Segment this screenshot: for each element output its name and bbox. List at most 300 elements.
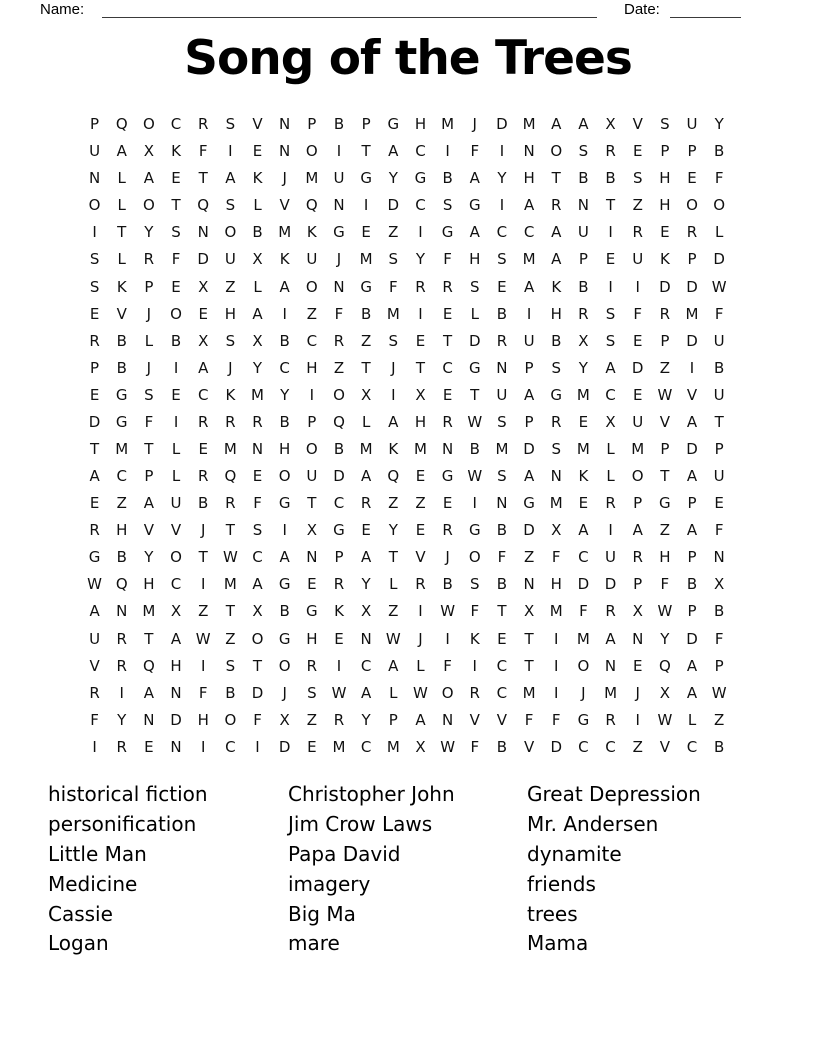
- grid-letter: S: [89, 277, 100, 296]
- grid-letter: A: [686, 521, 698, 540]
- grid-letter: Y: [497, 169, 507, 188]
- grid-letter: G: [115, 412, 128, 431]
- word-list-column: [527, 780, 701, 959]
- grid-letter: S: [470, 277, 480, 296]
- grid-letter: B: [116, 358, 127, 377]
- grid-letter: D: [686, 629, 698, 648]
- grid-letter: A: [686, 467, 698, 486]
- grid-letter: X: [361, 602, 372, 621]
- grid-letter: Z: [361, 331, 372, 350]
- grid-letter: F: [497, 548, 507, 567]
- grid-letter: V: [632, 115, 643, 134]
- word-list-item: mare: [288, 931, 340, 956]
- grid-letter: C: [496, 683, 508, 702]
- grid-letter: R: [442, 412, 453, 431]
- grid-letter: A: [388, 656, 399, 675]
- grid-letter: Y: [388, 521, 398, 540]
- grid-letter: T: [117, 223, 127, 242]
- grid-letter: J: [581, 683, 586, 702]
- grid-letter: M: [576, 629, 590, 648]
- grid-letter: F: [714, 169, 724, 188]
- grid-letter: I: [200, 656, 206, 675]
- grid-letter: L: [253, 277, 262, 296]
- grid-letter: E: [578, 412, 589, 431]
- grid-letter: D: [686, 331, 698, 350]
- grid-letter: E: [144, 737, 154, 756]
- grid-letter: G: [441, 223, 454, 242]
- grid-letter: B: [252, 223, 263, 242]
- grid-letter: R: [605, 710, 616, 729]
- grid-letter: T: [415, 358, 426, 377]
- grid-letter: R: [89, 683, 100, 702]
- grid-letter: B: [496, 575, 508, 594]
- grid-letter: W: [385, 629, 401, 648]
- grid-letter: S: [225, 196, 236, 215]
- grid-letter: P: [578, 250, 588, 269]
- page-title: Song of the Trees: [184, 31, 632, 86]
- grid-letter: R: [686, 223, 698, 242]
- grid-letter: I: [336, 656, 342, 675]
- grid-letter: C: [279, 358, 290, 377]
- grid-letter: S: [388, 331, 399, 350]
- grid-letter: E: [497, 629, 507, 648]
- grid-letter: A: [632, 521, 643, 540]
- grid-letter: A: [388, 412, 399, 431]
- grid-letter: Q: [142, 656, 155, 675]
- grid-letter: E: [89, 385, 100, 404]
- grid-letter: N: [170, 737, 182, 756]
- grid-letter: I: [200, 737, 206, 756]
- grid-letter: O: [88, 196, 101, 215]
- grid-letter: I: [282, 304, 287, 323]
- grid-letter: X: [605, 412, 616, 431]
- grid-letter: X: [198, 331, 209, 350]
- word-list-item: Mama: [527, 931, 589, 956]
- grid-letter: N: [333, 196, 345, 215]
- grid-letter: T: [171, 196, 181, 215]
- grid-letter: D: [523, 521, 535, 540]
- grid-letter: R: [143, 250, 155, 269]
- grid-letter: N: [604, 656, 617, 675]
- grid-letter: T: [144, 439, 154, 458]
- grid-letter: W: [657, 710, 673, 729]
- grid-letter: E: [578, 494, 589, 513]
- date-blank-line: [670, 17, 741, 18]
- grid-letter: O: [577, 656, 590, 675]
- grid-letter: L: [389, 575, 398, 594]
- grid-letter: X: [306, 521, 317, 540]
- grid-letter: J: [282, 683, 287, 702]
- grid-letter: M: [522, 683, 536, 702]
- grid-letter: G: [278, 575, 291, 594]
- grid-letter: W: [467, 412, 483, 431]
- grid-letter: N: [251, 439, 264, 458]
- grid-letter: P: [714, 656, 724, 675]
- grid-letter: W: [195, 629, 211, 648]
- grid-letter: D: [577, 575, 590, 594]
- grid-letter: P: [307, 412, 317, 431]
- grid-letter: N: [360, 629, 372, 648]
- grid-letter: Z: [659, 358, 670, 377]
- grid-letter: H: [469, 250, 481, 269]
- grid-letter: H: [224, 304, 236, 323]
- grid-letter: T: [714, 412, 724, 431]
- grid-letter: K: [171, 142, 181, 161]
- grid-letter: Z: [333, 358, 345, 377]
- grid-letter: X: [578, 331, 589, 350]
- grid-letter: L: [171, 439, 181, 458]
- date-label: Date:: [624, 1, 660, 18]
- grid-letter: B: [333, 115, 345, 134]
- grid-letter: S: [497, 412, 507, 431]
- grid-letter: T: [198, 548, 208, 567]
- grid-letter: P: [90, 115, 100, 134]
- grid-letter: N: [441, 439, 454, 458]
- grid-letter: W: [87, 575, 102, 594]
- grid-letter: N: [170, 683, 182, 702]
- grid-letter: M: [223, 575, 237, 594]
- name-blank-line: [102, 17, 597, 18]
- grid-letter: O: [550, 142, 563, 161]
- grid-letter: D: [686, 277, 698, 296]
- grid-letter: W: [711, 683, 727, 702]
- grid-letter: J: [282, 169, 287, 188]
- grid-letter: E: [632, 385, 643, 404]
- grid-letter: F: [633, 304, 643, 323]
- grid-letter: R: [116, 737, 127, 756]
- grid-letter: M: [631, 439, 645, 458]
- grid-letter: H: [279, 439, 291, 458]
- grid-letter: U: [713, 467, 725, 486]
- grid-letter: A: [252, 575, 263, 594]
- grid-letter: M: [386, 737, 400, 756]
- grid-letter: F: [660, 575, 670, 594]
- grid-letter: T: [605, 196, 616, 215]
- grid-letter: K: [306, 223, 317, 242]
- grid-letter: C: [578, 548, 589, 567]
- grid-letter: Z: [306, 710, 317, 729]
- word-list-item: personification: [48, 811, 197, 836]
- grid-letter: R: [225, 412, 236, 431]
- grid-letter: S: [660, 115, 670, 134]
- grid-letter: M: [278, 223, 292, 242]
- grid-letter: R: [605, 494, 616, 513]
- grid-letter: R: [442, 277, 453, 296]
- grid-letter: W: [467, 467, 483, 486]
- grid-letter: E: [252, 142, 263, 161]
- grid-letter: N: [116, 602, 128, 621]
- grid-letter: F: [443, 656, 452, 675]
- grid-letter: F: [579, 602, 588, 621]
- grid-letter: Q: [387, 467, 400, 486]
- word-list-item: Medicine: [48, 871, 138, 896]
- grid-letter: B: [279, 412, 290, 431]
- grid-letter: P: [687, 602, 697, 621]
- grid-letter: Q: [333, 412, 345, 431]
- grid-letter: B: [714, 358, 725, 377]
- grid-letter: F: [714, 521, 724, 540]
- grid-letter: S: [225, 656, 236, 675]
- grid-letter: R: [442, 521, 453, 540]
- grid-letter: Q: [305, 196, 318, 215]
- word-list-item: dynamite: [527, 841, 622, 866]
- grid-letter: F: [470, 737, 480, 756]
- grid-letter: M: [115, 439, 129, 458]
- grid-letter: B: [714, 737, 725, 756]
- grid-letter: P: [633, 494, 643, 513]
- grid-letter: Z: [225, 277, 236, 296]
- grid-letter: U: [632, 250, 644, 269]
- grid-letter: E: [171, 385, 181, 404]
- grid-letter: W: [440, 602, 456, 621]
- word-list-item: friends: [527, 871, 596, 896]
- grid-letter: K: [334, 602, 344, 621]
- grid-letter: N: [306, 548, 318, 567]
- grid-letter: M: [413, 439, 427, 458]
- grid-letter: P: [660, 331, 670, 350]
- grid-letter: J: [336, 250, 342, 269]
- grid-letter: V: [143, 521, 155, 540]
- grid-letter: D: [523, 439, 535, 458]
- grid-letter: R: [89, 521, 100, 540]
- grid-letter: X: [279, 710, 290, 729]
- grid-letter: X: [632, 602, 643, 621]
- grid-letter: Y: [361, 710, 371, 729]
- grid-letter: R: [197, 467, 209, 486]
- grid-letter: I: [445, 629, 450, 648]
- grid-letter: R: [89, 331, 100, 350]
- grid-letter: D: [468, 331, 481, 350]
- grid-letter: K: [279, 250, 290, 269]
- grid-letter: B: [551, 331, 562, 350]
- grid-letter: I: [92, 737, 97, 756]
- word-list-item: Christopher John: [288, 782, 455, 806]
- grid-letter: T: [225, 521, 235, 540]
- grid-letter: F: [714, 304, 724, 323]
- grid-letter: E: [307, 575, 317, 594]
- grid-letter: R: [116, 656, 127, 675]
- grid-letter: S: [551, 358, 561, 377]
- grid-letter: U: [713, 385, 725, 404]
- grid-letter: I: [119, 683, 124, 702]
- grid-letter: M: [604, 683, 618, 702]
- grid-letter: Z: [388, 494, 399, 513]
- grid-letter: R: [225, 494, 236, 513]
- word-list-item: Jim Crow Laws: [288, 811, 433, 836]
- grid-letter: R: [605, 142, 616, 161]
- grid-letter: A: [686, 683, 698, 702]
- grid-letter: U: [306, 467, 318, 486]
- grid-letter: V: [116, 304, 127, 323]
- grid-letter: I: [309, 385, 315, 404]
- grid-letter: H: [143, 575, 155, 594]
- word-list-item: imagery: [288, 871, 371, 896]
- grid-letter: M: [522, 115, 536, 134]
- grid-letter: M: [495, 439, 509, 458]
- grid-letter: A: [686, 656, 698, 675]
- grid-letter: E: [415, 521, 426, 540]
- grid-letter: R: [659, 304, 671, 323]
- grid-letter: R: [551, 196, 562, 215]
- grid-letter: L: [117, 196, 126, 215]
- grid-letter: X: [361, 385, 372, 404]
- grid-letter: B: [116, 331, 127, 350]
- grid-letter: N: [550, 467, 562, 486]
- grid-letter: K: [388, 439, 399, 458]
- grid-letter: I: [445, 142, 450, 161]
- grid-letter: P: [660, 439, 670, 458]
- grid-letter: Z: [388, 223, 399, 242]
- grid-letter: D: [550, 737, 563, 756]
- grid-letter: M: [305, 169, 319, 188]
- grid-letter: B: [442, 575, 453, 594]
- grid-letter: S: [225, 115, 236, 134]
- grid-letter: M: [576, 385, 590, 404]
- grid-letter: A: [388, 142, 399, 161]
- grid-letter: I: [92, 223, 97, 242]
- grid-letter: X: [659, 683, 670, 702]
- grid-letter: E: [89, 304, 100, 323]
- grid-letter: S: [388, 250, 399, 269]
- grid-letter: E: [415, 467, 426, 486]
- grid-letter: E: [660, 223, 670, 242]
- grid-letter: P: [524, 358, 534, 377]
- grid-letter: A: [605, 629, 616, 648]
- grid-letter: K: [659, 250, 670, 269]
- grid-letter: J: [635, 683, 640, 702]
- grid-letter: C: [442, 358, 453, 377]
- grid-letter: A: [143, 683, 155, 702]
- grid-letter: I: [554, 629, 559, 648]
- grid-letter: B: [714, 142, 725, 161]
- grid-letter: N: [197, 223, 209, 242]
- grid-letter: T: [252, 656, 263, 675]
- grid-letter: A: [415, 710, 426, 729]
- grid-letter: O: [333, 385, 345, 404]
- grid-letter: S: [632, 169, 643, 188]
- grid-letter: A: [551, 115, 562, 134]
- grid-letter: X: [523, 602, 535, 621]
- grid-letter: W: [331, 683, 347, 702]
- grid-letter: F: [253, 710, 262, 729]
- grid-letter: T: [307, 494, 317, 513]
- grid-letter: R: [415, 575, 426, 594]
- grid-letter: R: [116, 629, 127, 648]
- grid-letter: P: [687, 548, 697, 567]
- grid-letter: D: [713, 250, 725, 269]
- grid-letter: X: [605, 115, 616, 134]
- grid-letter: C: [415, 196, 426, 215]
- grid-letter: N: [577, 196, 589, 215]
- grid-letter: O: [631, 467, 644, 486]
- grid-letter: A: [578, 115, 589, 134]
- grid-letter: N: [523, 575, 535, 594]
- grid-letter: Q: [658, 656, 671, 675]
- grid-letter: Y: [660, 629, 670, 648]
- grid-letter: A: [89, 467, 100, 486]
- grid-letter: K: [578, 467, 589, 486]
- grid-letter: N: [496, 494, 508, 513]
- grid-letter: S: [144, 385, 154, 404]
- grid-letter: B: [496, 521, 508, 540]
- word-list-item: Little Man: [48, 841, 147, 866]
- grid-letter: S: [442, 196, 453, 215]
- grid-letter: C: [578, 737, 589, 756]
- grid-letter: M: [223, 439, 237, 458]
- grid-letter: E: [361, 223, 371, 242]
- grid-letter: P: [90, 358, 100, 377]
- word-list-item: trees: [527, 901, 578, 926]
- grid-letter: V: [469, 710, 480, 729]
- grid-letter: O: [251, 629, 264, 648]
- grid-letter: S: [605, 304, 616, 323]
- grid-letter: F: [171, 250, 181, 269]
- grid-letter: W: [440, 737, 456, 756]
- grid-letter: E: [89, 494, 100, 513]
- grid-letter: A: [361, 548, 372, 567]
- grid-letter: T: [524, 629, 534, 648]
- grid-letter: X: [551, 521, 562, 540]
- grid-letter: Y: [280, 385, 290, 404]
- grid-letter: A: [523, 467, 535, 486]
- grid-letter: P: [687, 494, 697, 513]
- grid-letter: V: [686, 385, 698, 404]
- grid-letter: I: [173, 358, 179, 377]
- grid-letter: I: [554, 656, 559, 675]
- grid-letter: A: [225, 169, 236, 188]
- grid-letter: G: [360, 277, 372, 296]
- grid-letter: H: [197, 710, 209, 729]
- grid-letter: J: [146, 304, 152, 323]
- grid-letter: F: [388, 277, 398, 296]
- grid-letter: A: [279, 277, 290, 296]
- grid-letter: H: [116, 521, 128, 540]
- grid-letter: T: [198, 169, 208, 188]
- grid-letter: R: [578, 304, 589, 323]
- grid-letter: N: [632, 629, 644, 648]
- grid-letter: S: [171, 223, 181, 242]
- grid-letter: I: [499, 142, 505, 161]
- grid-letter: I: [526, 304, 532, 323]
- grid-letter: E: [334, 629, 344, 648]
- grid-letter: K: [551, 277, 562, 296]
- grid-letter: C: [360, 656, 372, 675]
- grid-letter: C: [523, 223, 535, 242]
- grid-letter: D: [631, 358, 644, 377]
- grid-letter: N: [143, 710, 155, 729]
- grid-letter: B: [496, 304, 508, 323]
- grid-letter: V: [659, 412, 670, 431]
- grid-letter: R: [469, 683, 480, 702]
- grid-letter: A: [361, 683, 372, 702]
- grid-letter: U: [713, 331, 725, 350]
- grid-letter: D: [170, 710, 182, 729]
- grid-letter: U: [632, 412, 644, 431]
- grid-letter: T: [89, 439, 100, 458]
- grid-letter: E: [171, 277, 181, 296]
- grid-letter: S: [578, 142, 589, 161]
- grid-letter: L: [606, 439, 615, 458]
- grid-letter: L: [117, 169, 126, 188]
- grid-letter: D: [604, 575, 617, 594]
- grid-letter: A: [469, 169, 480, 188]
- grid-letter: A: [523, 277, 535, 296]
- grid-letter: K: [252, 169, 263, 188]
- grid-letter: O: [305, 439, 318, 458]
- grid-letter: I: [499, 196, 505, 215]
- grid-letter: B: [442, 169, 453, 188]
- grid-letter: R: [632, 223, 643, 242]
